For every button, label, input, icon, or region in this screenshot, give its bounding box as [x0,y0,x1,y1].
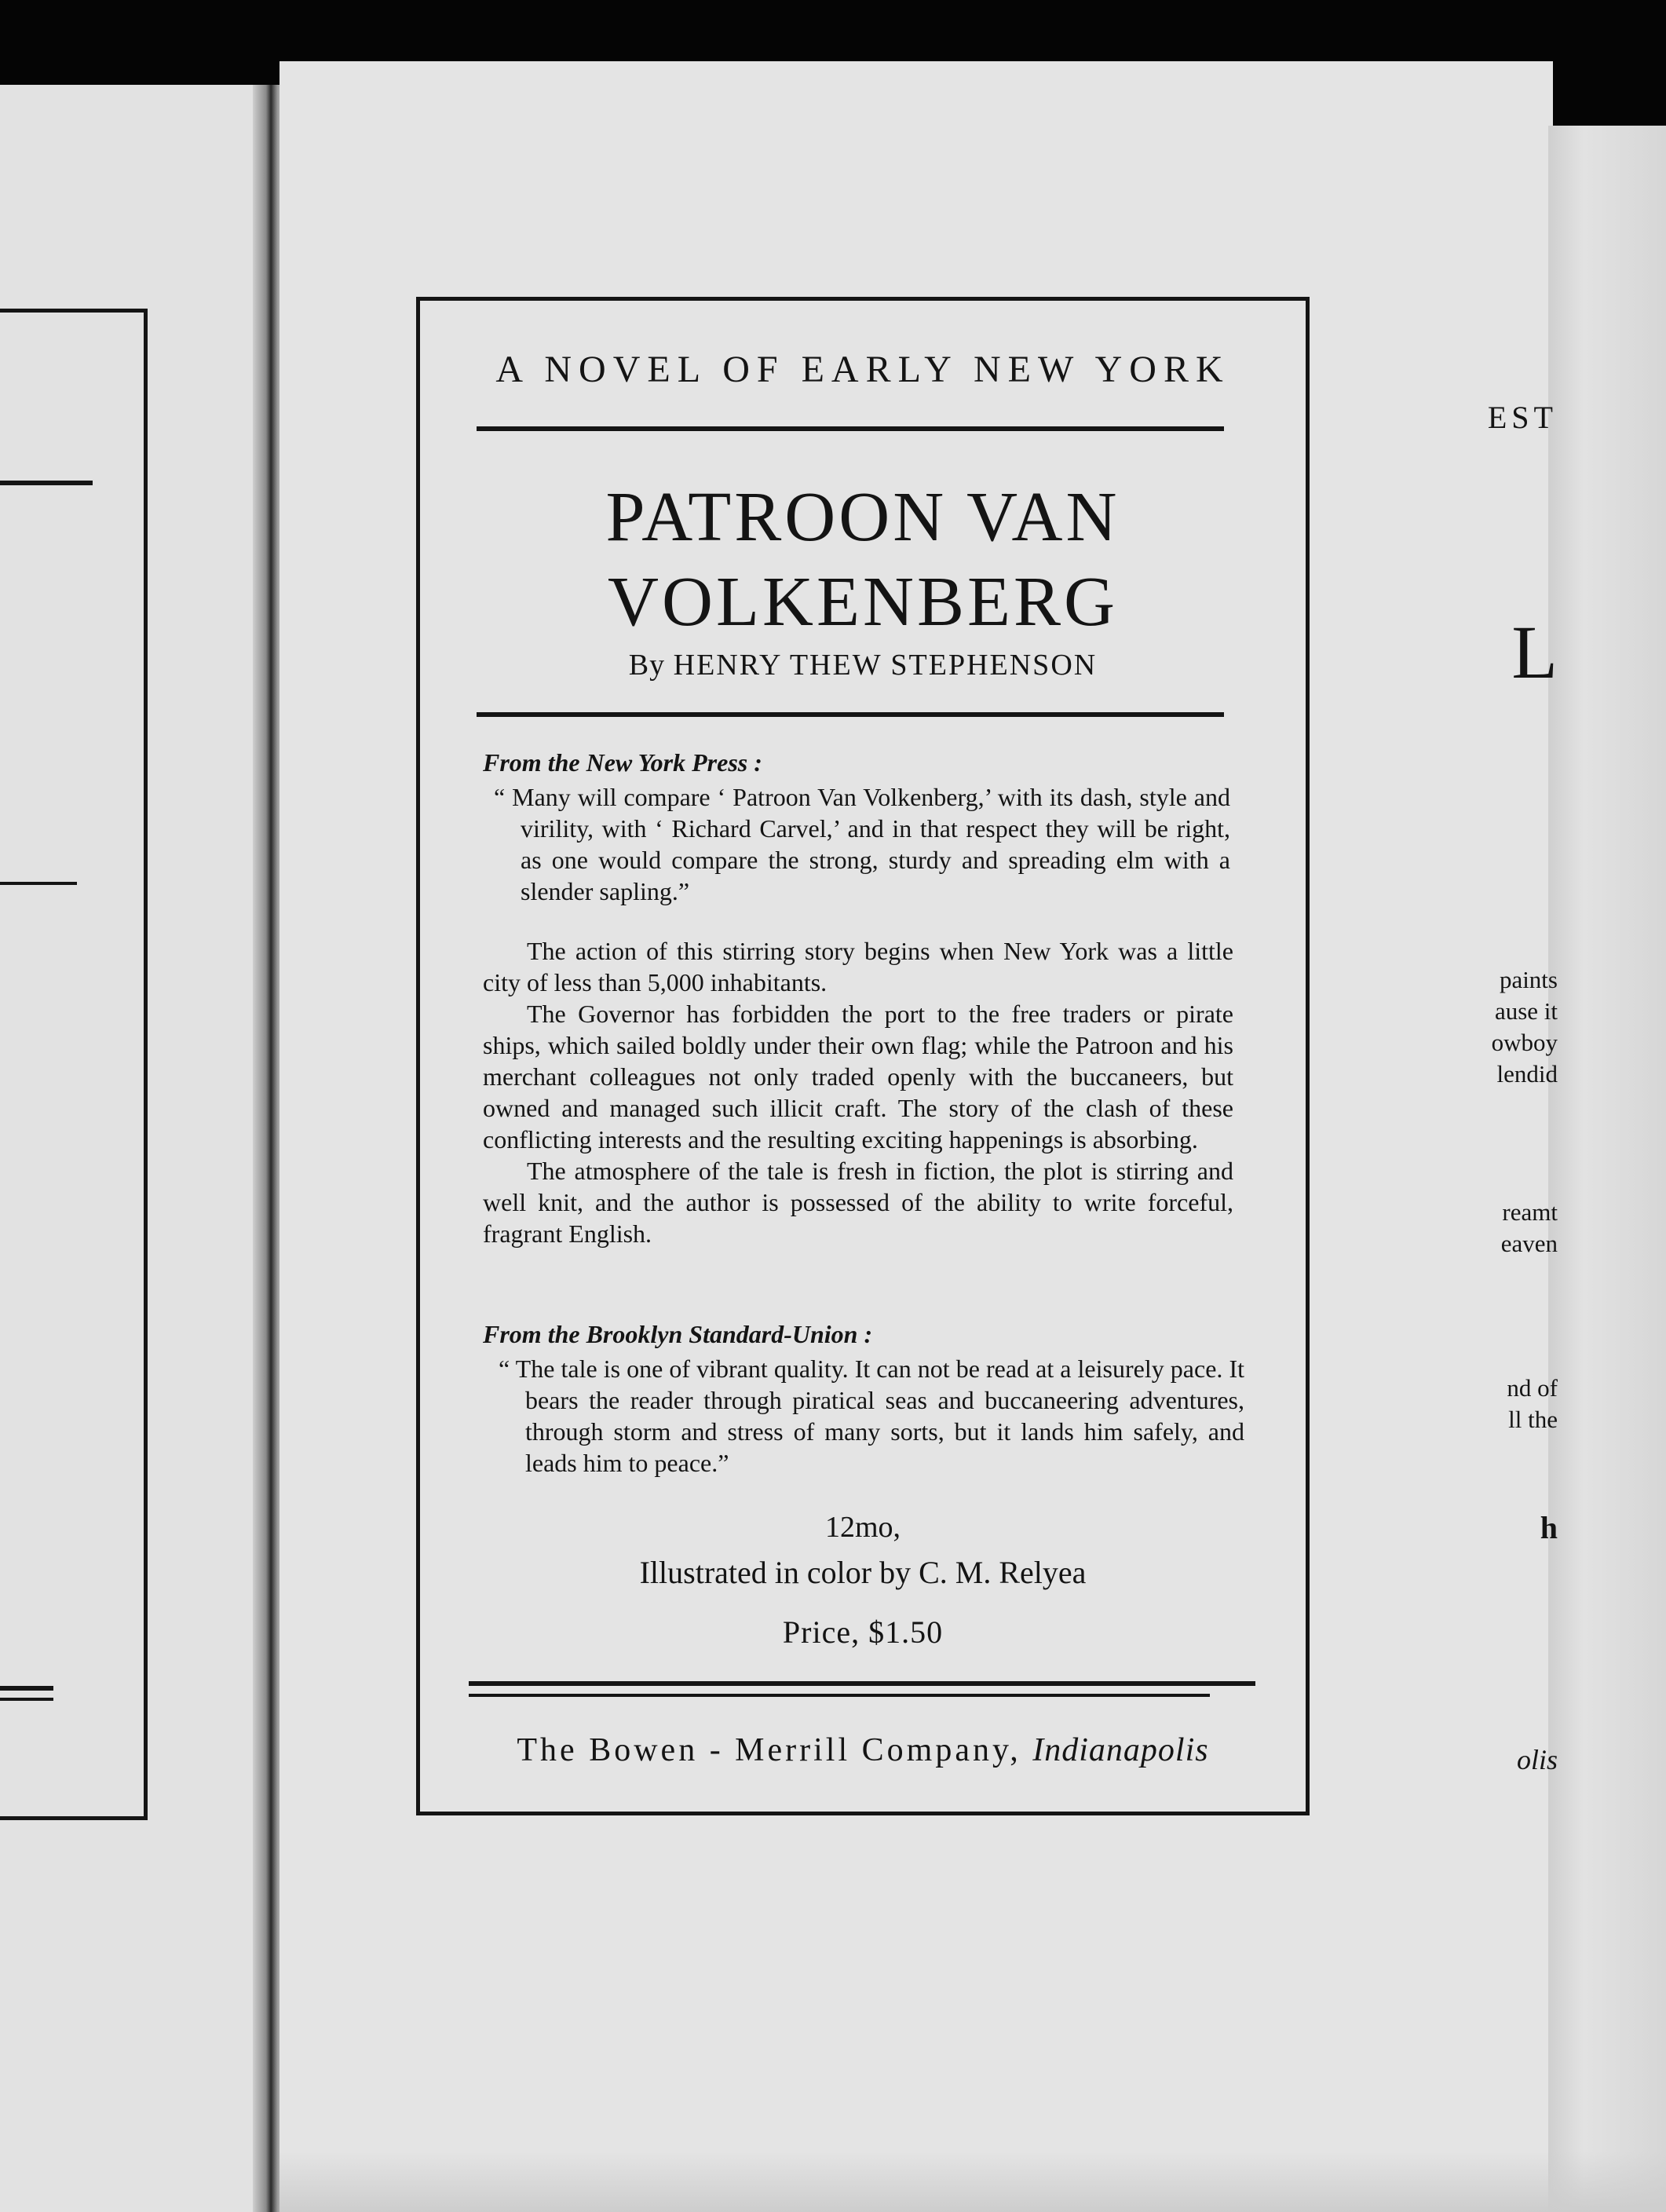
illustrator-credit: Illustrated in color by C. M. Relyea [639,1555,1087,1590]
review-source-1: From the New York Press : [483,748,762,777]
book-title-line-1: PATROON VAN [605,478,1120,556]
ad-kicker: A NOVEL OF EARLY NEW YORK [495,349,1230,390]
review-source-2: From the Brooklyn Standard-Union : [483,1320,873,1348]
left-fragment-line: eaven [1500,1230,1558,1257]
left-fragment-line: ause it [1494,997,1558,1025]
ad-double-rule [469,1681,1255,1686]
left-rule [0,882,77,885]
byline [420,648,1306,682]
left-fragment-line: reamt [1502,1198,1558,1226]
author-name: HENRY THEW STEPHENSON [673,649,1098,682]
left-double-rule [0,1686,53,1691]
left-fragment-line: lendid [1496,1060,1558,1088]
left-rule [0,481,93,485]
left-fragment-line: owboy [1491,1029,1558,1056]
ad-rule-top [477,426,1224,431]
book-title-line-2: VOLKENBERG [608,563,1118,641]
review-quote-2: “ The tale is one of vibrant quality. It can not be read at a leisurely pace. It bears the reader through piratical seas and buccaneering adventures, through storm and stress of many sorts, but it lands him safely, and leads him to peace.” [499,1355,1244,1477]
review-quote-1-text: “ Many will compare ‘ Patroon Van Volkenberg,’ with its dash, style and virility, with ‘ Richard Carvel,’ and in that respect they will be right, as one would compare the strong, sturdy and spreading elm with a slender sapling.” [494,783,1230,905]
left-fragment-polis: olis [1516,1744,1558,1775]
book-title [420,475,1306,645]
page-bottom-shade [279,2152,1666,2212]
left-fragment-est: EST [1487,400,1558,435]
ad-double-rule [1147,1694,1210,1697]
ad-rule-middle [477,712,1224,717]
description-paragraph: The Governor has forbidden the port to the free traders or pirate ships, which sailed boldly under their own flag; while the Patroon and his merchant colleagues not only traded openly with the buccaneers, but owned and managed such illicit craft. The story of the clash of these conflicting interests and the resulting exciting happenings is absorbing. [483,1000,1233,1154]
description-paragraph: The atmosphere of the tale is fresh in fiction, the plot is stirring and well knit, and the author is possessed of the ability to write forceful, fragrant English. [483,1157,1233,1248]
left-fragment-line: nd of [1507,1374,1558,1402]
description [483,935,1233,1249]
publisher-line [420,1731,1306,1769]
left-fragment-l: L [1511,610,1558,694]
book-advertisement [416,297,1310,1815]
left-double-rule [0,1698,53,1701]
publisher-name: The Bowen - Merrill Company, [517,1732,1021,1768]
byline-prefix: By [628,649,666,682]
description-paragraph: The action of this stirring story begins when New York was a little city of less than 5,000 inhabitants. [483,937,1233,996]
left-fragment-h: h [1540,1510,1558,1545]
review-quote-1 [494,781,1230,907]
publisher-city: Indianapolis [1032,1732,1209,1768]
book-price: Price, $1.50 [782,1614,944,1650]
left-fragment-line: paints [1499,966,1558,993]
book-format: 12mo, [824,1511,901,1544]
left-fragment-line: ll the [1508,1406,1558,1433]
ad-double-rule [469,1694,1175,1697]
page-edge [1548,126,1666,2212]
